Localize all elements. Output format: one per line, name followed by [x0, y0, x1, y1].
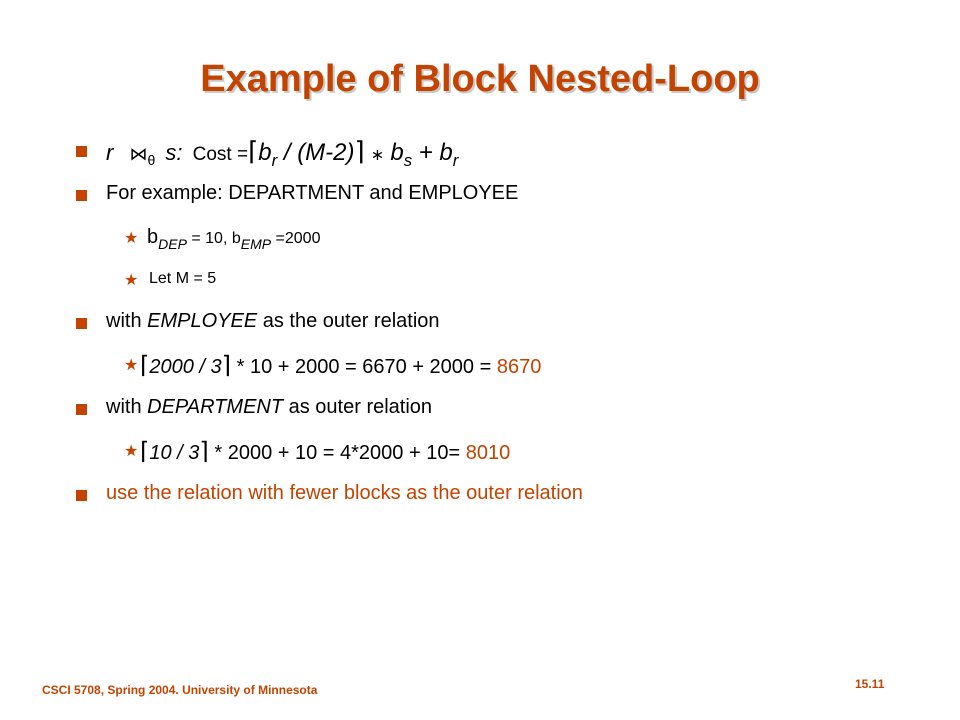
square-bullet-icon — [76, 404, 87, 415]
cost-label: Cost = — [192, 144, 249, 165]
cost-rest: * 10 + 2000 = 6670 + 2000 = — [231, 356, 497, 378]
br-sub: r — [271, 151, 278, 170]
text-post: as outer relation — [283, 396, 433, 418]
left-ceiling: ⌈ — [140, 438, 150, 465]
cost-rest: * 2000 + 10 = 4*2000 + 10= — [208, 442, 466, 464]
br2-sub: r — [452, 151, 459, 170]
br-term — [258, 139, 355, 170]
join-icon: ⋈ — [129, 144, 148, 164]
bs-sub: s — [403, 151, 413, 170]
text-emphasis: DEPARTMENT — [147, 396, 284, 418]
fraction: 10 / 3 — [149, 442, 200, 464]
slide-title: Example of Block Nested-Loop — [200, 58, 760, 100]
multiply-symbol: ∗ — [370, 147, 385, 164]
plus-br: + b — [412, 139, 453, 166]
square-bullet-icon — [76, 146, 87, 157]
left-ceiling: ⌈ — [248, 136, 259, 166]
fraction: 2000 / 3 — [149, 356, 222, 378]
cost-formula-text — [106, 136, 458, 171]
br-base: b — [258, 139, 272, 166]
text-pre: with — [106, 396, 148, 418]
dep-sub: DEP — [158, 236, 187, 252]
right-ceiling: ⌉ — [199, 438, 209, 465]
right-ceiling: ⌉ — [221, 352, 232, 379]
star-bullet-icon: ★ — [124, 357, 139, 374]
conclusion-text: use the relation with fewer blocks as the outer relation — [106, 482, 583, 504]
relation-s: s: — [165, 140, 183, 165]
bullet-text — [106, 310, 440, 333]
b-dep-base: b — [147, 226, 159, 248]
employee-cost-text — [140, 351, 541, 380]
square-bullet-icon — [76, 318, 87, 329]
square-bullet-icon — [76, 490, 87, 501]
memory-text: Let M = 5 — [149, 270, 217, 287]
cost-result: 8010 — [465, 442, 511, 464]
bs-term — [390, 139, 459, 170]
emp-sub: EMP — [240, 236, 272, 252]
text-pre: with — [106, 310, 148, 332]
emp-value: =2000 — [271, 230, 321, 247]
cost-result: 8670 — [496, 356, 542, 378]
left-ceiling: ⌈ — [140, 352, 150, 379]
bullet-text — [106, 396, 432, 419]
slash-term: / (M-2) — [277, 139, 355, 166]
star-bullet-icon: ★ — [124, 272, 139, 289]
relation-r: r — [106, 140, 114, 165]
footer-course: CSCI 5708, Spring 2004. University of Minnesota — [42, 683, 318, 697]
theta-symbol: θ — [147, 152, 156, 168]
right-ceiling: ⌉ — [354, 136, 365, 166]
block-counts-text — [147, 226, 320, 252]
text-post: as the outer relation — [257, 310, 440, 332]
slide-number: 15.11 — [855, 677, 885, 691]
department-cost-text — [140, 437, 510, 466]
dep-value: = 10, b — [186, 230, 241, 247]
square-bullet-icon — [76, 190, 87, 201]
star-bullet-icon: ★ — [124, 443, 139, 460]
bs-base: b — [390, 139, 404, 166]
star-bullet-icon: ★ — [124, 230, 139, 247]
text-emphasis: EMPLOYEE — [147, 310, 258, 332]
bullet-text: For example: DEPARTMENT and EMPLOYEE — [106, 182, 519, 204]
